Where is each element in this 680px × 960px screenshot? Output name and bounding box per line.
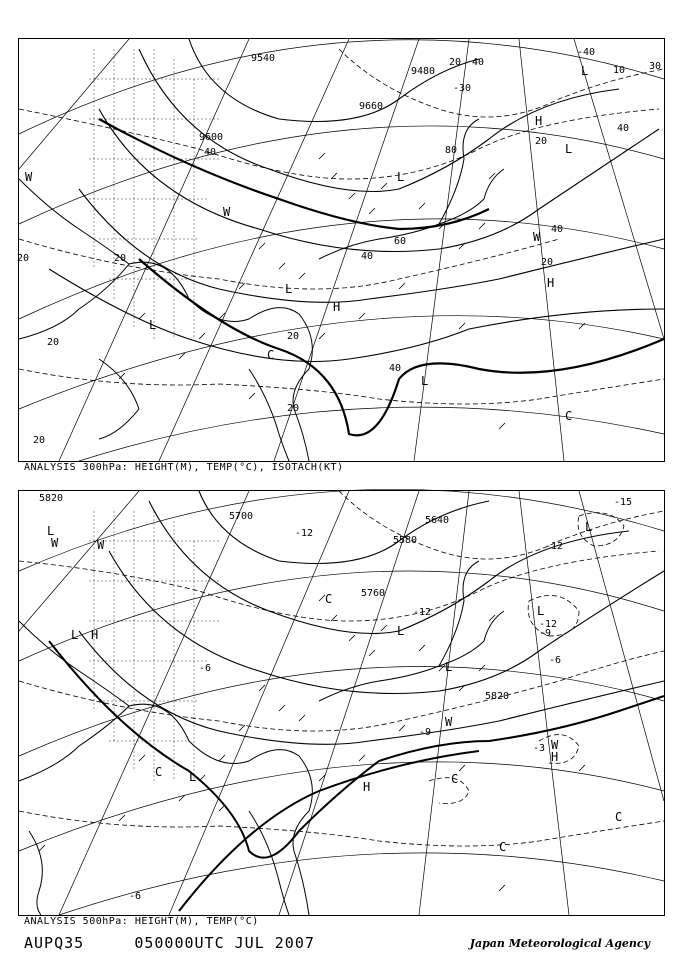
isotach-label: 40 bbox=[389, 363, 402, 374]
high-center: H bbox=[333, 300, 341, 314]
temp-label: -6 bbox=[129, 891, 142, 902]
high-center: H bbox=[91, 628, 99, 642]
chart-code: AUPQ35 bbox=[24, 934, 85, 952]
high-center: H bbox=[551, 750, 559, 764]
height-label-9600: 9600 bbox=[199, 132, 224, 143]
isotach-label: 20 bbox=[287, 403, 300, 414]
low-center: L bbox=[421, 374, 429, 388]
height-label-5640: 5640 bbox=[425, 515, 450, 526]
isotach-label: 40 bbox=[551, 224, 564, 235]
low-center: L bbox=[581, 64, 589, 78]
low-center: L bbox=[537, 604, 545, 618]
cold-center: C bbox=[325, 592, 333, 606]
height-label-5760: 5760 bbox=[361, 588, 386, 599]
isotach-label: 20 bbox=[33, 435, 46, 446]
warm-center: W bbox=[223, 205, 231, 219]
temp-label: -6 bbox=[199, 663, 212, 674]
isotach-label: 40 bbox=[472, 57, 485, 68]
isotach-label: 60 bbox=[394, 236, 407, 247]
warm-center: W bbox=[551, 738, 559, 752]
warm-center: W bbox=[97, 538, 105, 552]
low-center: L bbox=[585, 520, 593, 534]
height-label-5820: 5820 bbox=[39, 493, 64, 504]
isotach-label: 20 bbox=[541, 257, 554, 268]
height-label-5820b: 5820 bbox=[485, 691, 510, 702]
chart-code-line bbox=[24, 934, 315, 952]
temp-label: -6 bbox=[549, 655, 562, 666]
warm-center: W bbox=[533, 230, 541, 244]
isotach-label: 40 bbox=[361, 251, 374, 262]
caption-500hpa: ANALYSIS 500hPa: HEIGHT(M), TEMP(°C) bbox=[24, 916, 259, 927]
high-center: H bbox=[363, 780, 371, 794]
temp-label: -12 bbox=[539, 619, 558, 630]
isotach-label: 20 bbox=[47, 337, 60, 348]
low-center: L bbox=[189, 770, 197, 784]
caption-300hpa: ANALYSIS 300hPa: HEIGHT(M), TEMP(°C), ISOTACH(KT) bbox=[24, 462, 344, 473]
temp-label: -15 bbox=[614, 497, 633, 508]
isotach-label: 40 bbox=[617, 123, 630, 134]
height-label-9480: 9480 bbox=[411, 66, 436, 77]
isotach-label: 20 bbox=[114, 253, 127, 264]
temp-label: -40 bbox=[577, 47, 596, 58]
agency-name: Japan Meteorological Agency bbox=[469, 937, 650, 950]
height-label-5580: 5580 bbox=[393, 535, 418, 546]
map-500hpa-svg bbox=[19, 491, 664, 915]
high-center: H bbox=[547, 276, 555, 290]
analysis-500hpa-map bbox=[18, 490, 665, 916]
isotach-label: 30 bbox=[649, 61, 662, 72]
temp-label: -12 bbox=[413, 607, 432, 618]
low-center: L bbox=[445, 660, 453, 674]
isotach-label: 40 bbox=[204, 147, 217, 158]
temp-label: -12 bbox=[545, 541, 564, 552]
cold-center: C bbox=[155, 765, 163, 779]
warm-center: W bbox=[445, 715, 453, 729]
warm-center: W bbox=[25, 170, 33, 184]
temp-label: -9 bbox=[539, 628, 552, 639]
low-center: L bbox=[71, 628, 79, 642]
high-center: H bbox=[535, 114, 543, 128]
temp-label: -9 bbox=[419, 727, 432, 738]
low-center: L bbox=[285, 282, 293, 296]
low-center: L bbox=[397, 624, 405, 638]
analysis-300hpa-map bbox=[18, 38, 665, 462]
temp-label: -30 bbox=[453, 83, 472, 94]
cold-center: C bbox=[267, 348, 275, 362]
valid-time: 050000UTC JUL 2007 bbox=[134, 934, 315, 952]
low-center: L bbox=[397, 170, 405, 184]
low-center: L bbox=[565, 142, 573, 156]
cold-center: C bbox=[615, 810, 623, 824]
isotach-label: 80 bbox=[445, 145, 458, 156]
cold-center: C bbox=[499, 840, 507, 854]
temp-label: -3 bbox=[533, 743, 546, 754]
warm-center: W bbox=[51, 536, 59, 550]
low-center: L bbox=[47, 524, 55, 538]
height-label-9540: 9540 bbox=[251, 53, 276, 64]
isotach-label: 20 bbox=[449, 57, 462, 68]
isotach-label: 20 bbox=[287, 331, 300, 342]
isotach-label: 20 bbox=[17, 253, 30, 264]
height-label-9660: 9660 bbox=[359, 101, 384, 112]
height-label-5700: 5700 bbox=[229, 511, 254, 522]
cold-center: C bbox=[565, 409, 573, 423]
low-center: L bbox=[149, 318, 157, 332]
cold-center: C bbox=[451, 772, 459, 786]
isotach-label: 10 bbox=[613, 65, 626, 76]
map-300hpa-svg bbox=[19, 39, 664, 461]
temp-label: -12 bbox=[295, 528, 314, 539]
isotach-label: 20 bbox=[535, 136, 548, 147]
